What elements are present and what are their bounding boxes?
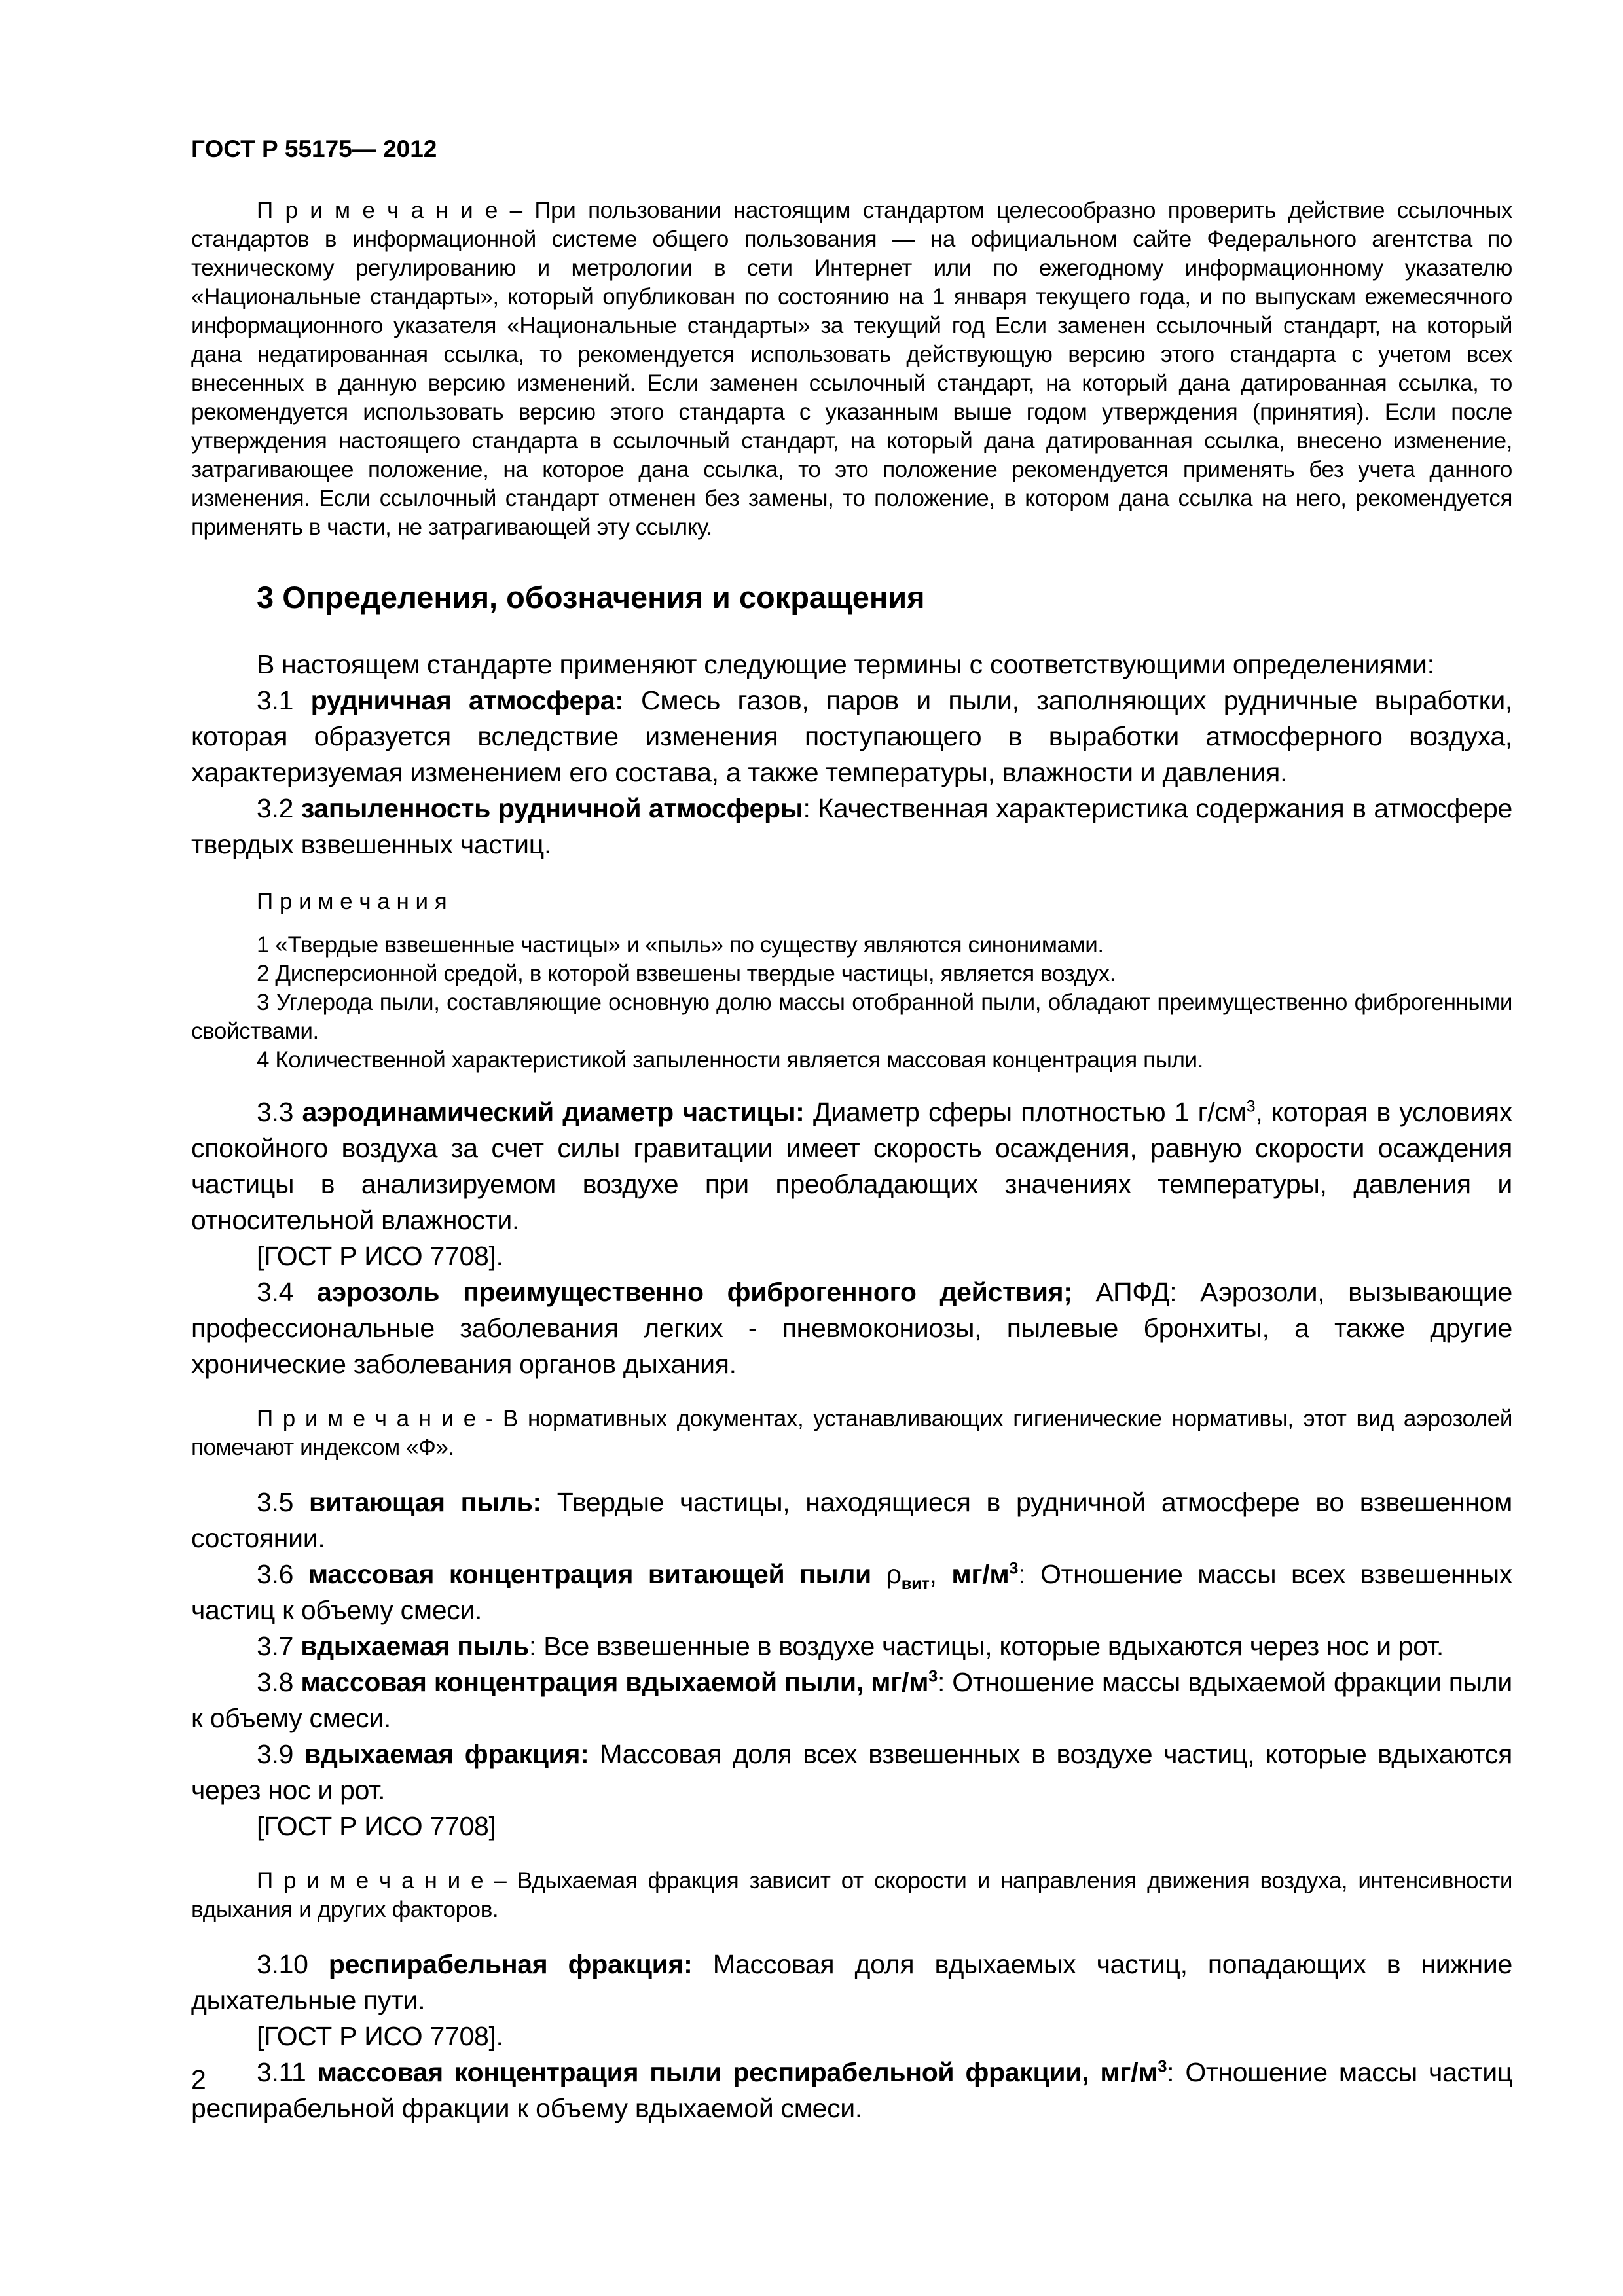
note-3-9: П р и м е ч а н и е – Вдыхаемая фракция зависит от скорости и направления движения воздуха, интенсивности вдыхания и других факторов. (191, 1868, 1512, 1922)
term-3-1: 3.1 рудничная атмосфера: Смесь газов, паров и пыли, заполняющих рудничные выработки, которая образуется вследствие изменения поступающего в выработки атмосферного воздуха, характеризуемая изменением его состава, а также температуры, влажности и давления. (191, 685, 1513, 787)
term-3-9: 3.9 вдыхаемая фракция: Массовая доля всех взвешенных в воздухе частиц, которые вдыхаются через нос и рот. (191, 1739, 1513, 1805)
gost-ref-3-9: [ГОСТ Р ИСО 7708] (257, 1811, 496, 1841)
term-3-2: 3.2 запыленность рудничной атмосферы: Качественная характеристика содержания в атмосфере твердых взвешенных частиц. (191, 793, 1512, 859)
term-3-8: 3.8 массовая концентрация вдыхаемой пыли, $мг/м^3$: Отношение массы вдыхаемой фракции пыли к объему смеси. (191, 1667, 1513, 1733)
gost-ref-3-10: [ГОСТ Р ИСО 7708]. (257, 2021, 503, 2051)
section-3-heading: 3 Определения, обозначения и сокращения (257, 580, 925, 615)
terms-intro: В настоящем стандарте применяют следующие термины с соответствующими определениями: (257, 649, 1434, 679)
term-3-11: 3.11 массовая концентрация пыли респирабельной фракции, $мг/м^3$: Отношение массы частиц респирабельной фракции к объему вдыхаемой смеси. (191, 2057, 1512, 2123)
term-3-10: 3.10 респирабельная фракция: Массовая доля вдыхаемых частиц, попадающих в нижние дыхательные пути. (191, 1949, 1512, 2015)
note-item-2: 2 Дисперсионной средой, в которой взвешены твердые частицы, является воздух. (257, 961, 1116, 986)
term-3-4: 3.4 аэрозоль преимущественно фиброгенного действия; АПФД: Аэрозоли, вызывающие профессиональные заболевания легких - пневмокониозы, пылевые бронхиты, а также другие хронические заболевания органов дыхания. (191, 1277, 1513, 1379)
term-3-6: 3.6 массовая концентрация витающей пыли $\rho_{вит}$, $мг/м^3$: Отношение массы всех взвешенных частиц к объему смеси. (191, 1559, 1512, 1625)
note-3-4: П р и м е ч а н и е - В нормативных документах, устанавливающих гигиенические нормативы, этот вид аэрозолей помечают индексом «Ф». (191, 1406, 1512, 1460)
note-item-4: 4 Количественной характеристикой запыленности является массовая концентрация пыли. (257, 1047, 1203, 1073)
term-3-3: 3.3 аэродинамический диаметр частицы: Диаметр сферы плотностью 1 $г/см^3$, которая в условиях спокойного воздуха за счет силы гравитации имеет скорость осаждения, равную скорости осаждения частицы в анализируемом воздухе при преобладающих значениях температуры, давления и относительной влажности. (191, 1097, 1512, 1235)
gost-ref-3-3: [ГОСТ Р ИСО 7708]. (257, 1241, 503, 1271)
document-header: ГОСТ Р 55175— 2012 (191, 135, 437, 162)
notes-title: П р и м е ч а н и я (257, 889, 447, 914)
note-item-3: 3 Углерода пыли, составляющие основную долю массы отобранной пыли, обладают преимущественно фиброгенными свойствами. (191, 990, 1512, 1044)
page-number: 2 (191, 2064, 206, 2094)
term-3-5: 3.5 витающая пыль: Твердые частицы, находящиеся в рудничной атмосфере во взвешенном состоянии. (191, 1487, 1513, 1553)
term-3-7: 3.7 вдыхаемая пыль: Все взвешенные в воздухе частицы, которые вдыхаются через нос и рот. (257, 1631, 1444, 1661)
note-item-1: 1 «Твердые взвешенные частицы» и «пыль» по существу являются синонимами. (257, 932, 1104, 958)
references-note-paragraph: П р и м е ч а н и е – При пользовании настоящим стандартом целесообразно проверить действие ссылочных стандартов в информационной системе общего пользования — на официальном сайте Федерального агентства по техническому регулированию и метрологии в сети Интернет или по ежегодному информационному указателю «Национальные стандарты», который опубликован по состоянию на 1 января текущего года, и по выпускам ежемесячного информационного указателя «Национальные стандарты» за текущий год Если заменен ссылочный стандарт, на который дана недатированная ссылка, то рекомендуется использовать действующую версию этого стандарта с учетом всех внесенных в данную версию изменений. Если заменен ссылочный стандарт, на который дана датированная ссылка, то рекомендуется использовать версию этого стандарта с указанным выше годом утверждения (принятия). Если после утверждения настоящего стандарта в ссылочный стандарт, на который дана датированная ссылка, внесено изменение, затрагивающее положение, на которое дана ссылка, то это положение рекомендуется применять без учета данного изменения. Если ссылочный стандарт отменен без замены, то положение, в котором дана ссылка на него, рекомендуется применять в части, не затрагивающей эту ссылку. (191, 198, 1512, 540)
